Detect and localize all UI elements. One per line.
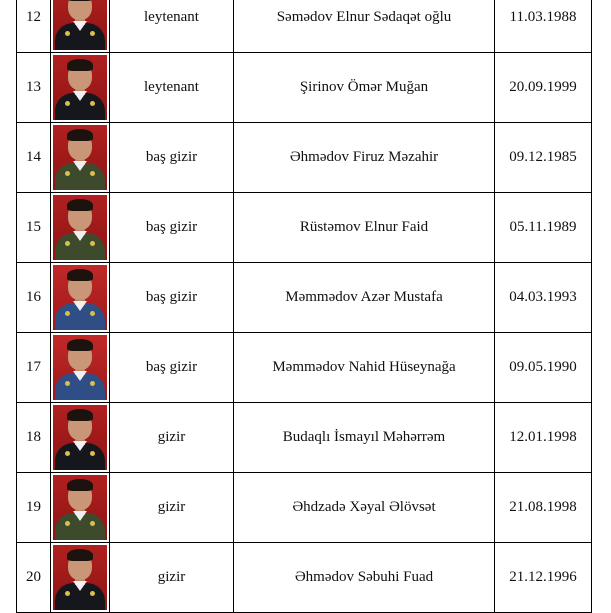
row-number: 15 (17, 193, 51, 263)
row-number: 18 (17, 403, 51, 473)
portrait-photo (53, 55, 107, 120)
portrait-photo (53, 335, 107, 400)
rank-cell: gizir (110, 473, 234, 543)
rank-cell: leytenant (110, 53, 234, 123)
photo-cell (51, 403, 110, 473)
roster-table (16, 0, 592, 613)
portrait-photo (53, 265, 107, 330)
name-cell: Səmədov Elnur Sədaqət oğlu (234, 0, 495, 53)
birth-date-cell: 21.08.1998 (495, 473, 592, 543)
birth-date-cell: 21.12.1996 (495, 543, 592, 613)
rank-cell: leytenant (110, 0, 234, 53)
name-cell: Məmmədov Nahid Hüseynağa (234, 333, 495, 403)
portrait-photo (53, 475, 107, 540)
name-cell: Əhmədov Səbuhi Fuad (234, 543, 495, 613)
table-row (17, 263, 592, 333)
table-row (17, 53, 592, 123)
table-row (17, 403, 592, 473)
photo-cell (51, 543, 110, 613)
roster-body (17, 0, 592, 613)
rank-cell: baş gizir (110, 193, 234, 263)
portrait-photo (53, 125, 107, 190)
photo-cell (51, 123, 110, 193)
portrait-photo (53, 545, 107, 610)
row-number: 13 (17, 53, 51, 123)
name-cell: Məmmədov Azər Mustafa (234, 263, 495, 333)
photo-cell (51, 0, 110, 53)
table-row (17, 543, 592, 613)
photo-cell (51, 193, 110, 263)
rank-cell: gizir (110, 403, 234, 473)
row-number: 17 (17, 333, 51, 403)
table-row (17, 193, 592, 263)
birth-date-cell: 11.03.1988 (495, 0, 592, 53)
birth-date-cell: 12.01.1998 (495, 403, 592, 473)
name-cell: Şirinov Ömər Muğan (234, 53, 495, 123)
portrait-photo (53, 0, 107, 50)
rank-cell: baş gizir (110, 263, 234, 333)
birth-date-cell: 20.09.1999 (495, 53, 592, 123)
rank-cell: baş gizir (110, 333, 234, 403)
birth-date-cell: 05.11.1989 (495, 193, 592, 263)
row-number: 14 (17, 123, 51, 193)
photo-cell (51, 263, 110, 333)
table-row (17, 333, 592, 403)
photo-cell (51, 333, 110, 403)
table-row (17, 123, 592, 193)
row-number: 19 (17, 473, 51, 543)
birth-date-cell: 09.12.1985 (495, 123, 592, 193)
table-row (17, 473, 592, 543)
table-row (17, 0, 592, 53)
rank-cell: baş gizir (110, 123, 234, 193)
name-cell: Əhmədov Firuz Məzahir (234, 123, 495, 193)
photo-cell (51, 53, 110, 123)
portrait-photo (53, 405, 107, 470)
birth-date-cell: 04.03.1993 (495, 263, 592, 333)
name-cell: Budaqlı İsmayıl Məhərrəm (234, 403, 495, 473)
name-cell: Rüstəmov Elnur Faid (234, 193, 495, 263)
row-number: 16 (17, 263, 51, 333)
row-number: 12 (17, 0, 51, 53)
portrait-photo (53, 195, 107, 260)
row-number: 20 (17, 543, 51, 613)
birth-date-cell: 09.05.1990 (495, 333, 592, 403)
name-cell: Əhdzadə Xəyal Əlövsət (234, 473, 495, 543)
rank-cell: gizir (110, 543, 234, 613)
photo-cell (51, 473, 110, 543)
